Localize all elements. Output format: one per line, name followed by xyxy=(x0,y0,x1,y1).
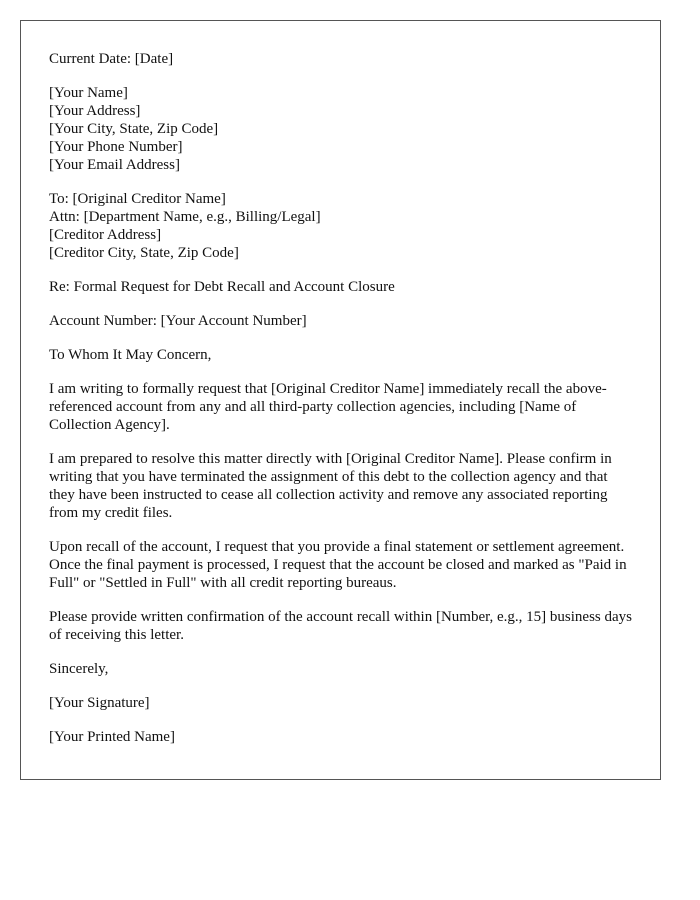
closing: Sincerely, xyxy=(49,661,109,677)
sender-block xyxy=(49,84,633,174)
sender-name: [Your Name] xyxy=(49,85,128,101)
recipient-city-state-zip: [Creditor City, State, Zip Code] xyxy=(49,245,239,261)
salutation: To Whom It May Concern, xyxy=(49,347,212,363)
date-line: Current Date: [Date] xyxy=(49,51,174,67)
recipient-block xyxy=(49,190,633,262)
body-paragraph-3: Upon recall of the account, I request that you provide a final statement or settlement agreement. Once the final payment is processed, I request that the account be closed and marked as "Paid in Full" or "Settled in Full" with all credit reporting bureaus. xyxy=(49,539,627,591)
printed-name: [Your Printed Name] xyxy=(49,729,175,745)
subject-line: Re: Formal Request for Debt Recall and Account Closure xyxy=(49,279,395,295)
sender-phone: [Your Phone Number] xyxy=(49,139,183,155)
recipient-attn: Attn: [Department Name, e.g., Billing/Legal] xyxy=(49,209,321,225)
body-paragraph-4: Please provide written confirmation of the account recall within [Number, e.g., 15] business days of receiving this letter. xyxy=(49,609,632,643)
body-paragraph-1: I am writing to formally request that [Original Creditor Name] immediately recall the above-referenced account from any and all third-party collection agencies, including [Name of Collection Agency]. xyxy=(49,381,607,433)
recipient-to: To: [Original Creditor Name] xyxy=(49,191,226,207)
sender-city-state-zip: [Your City, State, Zip Code] xyxy=(49,121,219,137)
recipient-address: [Creditor Address] xyxy=(49,227,162,243)
sender-address: [Your Address] xyxy=(49,103,141,119)
account-number-line: Account Number: [Your Account Number] xyxy=(49,313,307,329)
signature-placeholder: [Your Signature] xyxy=(49,695,150,711)
sender-email: [Your Email Address] xyxy=(49,157,180,173)
letter-page xyxy=(20,20,661,780)
body-paragraph-2: I am prepared to resolve this matter directly with [Original Creditor Name]. Please confirm in writing that you have terminated the assignment of this debt to the collection agency and that they have been instructed to cease all collection activity and remove any associated reporting from my credit files. xyxy=(49,451,612,521)
